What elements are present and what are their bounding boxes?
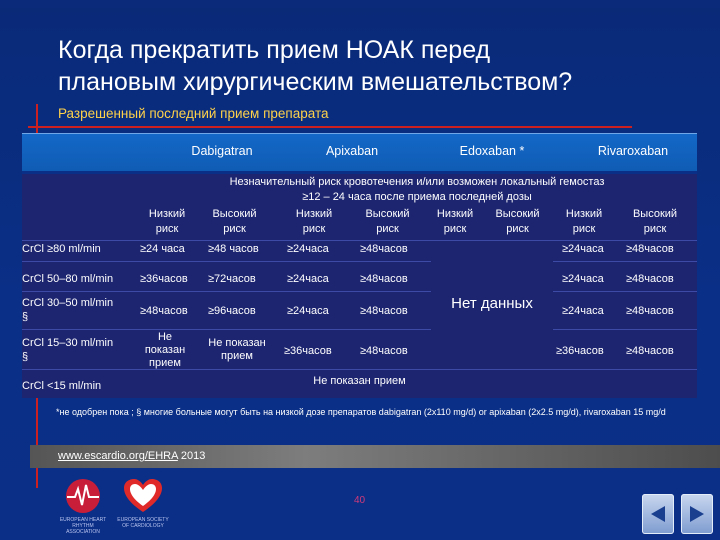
header-rivaroxaban: Rivaroxaban	[597, 144, 669, 158]
title-line-2: плановым хирургическим вмешательством?	[58, 68, 573, 96]
risk-high-rivaroxaban	[620, 207, 690, 237]
ehra-logo	[58, 476, 108, 534]
row-label-crcl-15-30	[22, 336, 113, 364]
risk-low-apixaban	[284, 207, 344, 237]
ehra-logo-text: EUROPEAN HEART RHYTHM ASSOCIATION	[59, 517, 107, 535]
risk-high-apixaban	[355, 207, 420, 237]
risk-word: Высокий	[212, 208, 257, 220]
row-label-crcl-15: CrCl <15 ml/min	[22, 380, 102, 392]
risk-word: риск	[302, 223, 326, 235]
title-line-1: Когда прекратить прием НОАК перед	[58, 36, 491, 64]
row-merged-not-indicated: Не показан прием	[313, 375, 406, 387]
row-separator	[22, 329, 697, 330]
cell-riv-low: ≥36часов	[556, 345, 604, 357]
row-separator	[22, 291, 697, 292]
risk-word: риск	[376, 223, 399, 235]
previous-slide-button[interactable]	[642, 494, 674, 534]
page-number: 40	[354, 495, 366, 506]
cell-dab-low: ≥48часов	[140, 305, 188, 317]
cell-riv-low: ≥24часа	[562, 305, 604, 317]
accent-horizontal-line	[28, 126, 632, 128]
risk-word: Высокий	[632, 208, 678, 220]
risk-word: Высокий	[495, 208, 540, 220]
triangle-left-icon	[648, 504, 668, 524]
risk-low-dabigatran	[137, 207, 197, 237]
cell-dab-low: ≥24 часа	[140, 243, 185, 255]
footnote: *не одобрен пока ; § многие больные могут быть на низкой дозе препаратов dabigatran (2x110 mg/d) or apixaban (2x2.5 mg/d), rivaroxaban 15 mg/d	[56, 407, 666, 417]
cell-dab-low: ≥36часов	[140, 273, 188, 285]
next-slide-button[interactable]	[681, 494, 713, 534]
risk-word: Низкий	[565, 208, 603, 220]
cell-api-low: ≥24часа	[287, 273, 329, 285]
risk-word: риск	[155, 223, 179, 235]
cell-dab-high: ≥72часов	[208, 273, 256, 285]
risk-high-edoxaban	[485, 207, 550, 237]
row-label-mark: §	[22, 351, 29, 363]
row-separator	[22, 369, 697, 370]
banner-line-1: Незначительный риск кровотечения и/или возможен локальный гемостаз	[229, 176, 605, 188]
risk-word: риск	[572, 223, 596, 235]
top-bar	[0, 0, 720, 8]
cell-riv-high: ≥48часов	[626, 305, 674, 317]
cell-api-high: ≥48часов	[360, 273, 408, 285]
cell-api-low: ≥36часов	[284, 345, 332, 357]
header-apixaban: Apixaban	[325, 144, 379, 158]
cell-text: показан	[144, 344, 186, 356]
esc-logo	[118, 476, 168, 534]
row-separator	[22, 261, 697, 262]
risk-word: Высокий	[365, 208, 410, 220]
cell-dab-high: ≥48 часов	[208, 243, 259, 255]
slide-subtitle: Разрешенный последний прием препарата	[58, 106, 329, 121]
risk-low-edoxaban	[425, 207, 485, 237]
edoxaban-no-data-text: Нет данных	[451, 295, 533, 312]
table-gap	[22, 171, 697, 174]
cell-text: Не показан	[208, 337, 266, 349]
banner-line-2: ≥12 – 24 часа после приема последней дозы	[302, 191, 532, 203]
risk-word: Низкий	[148, 208, 186, 220]
cell-riv-low: ≥24часа	[562, 243, 604, 255]
cell-api-low: ≥24часа	[287, 243, 329, 255]
risk-word: риск	[506, 223, 529, 235]
triangle-right-icon	[687, 504, 707, 524]
cell-dab-low	[140, 331, 190, 370]
header-edoxaban: Edoxaban *	[459, 144, 525, 158]
row-label-crcl-80: CrCl ≥80 ml/min	[22, 243, 101, 255]
risk-low-rivaroxaban	[554, 207, 614, 237]
cell-api-high: ≥48часов	[360, 345, 408, 357]
cell-text: Не	[157, 331, 173, 343]
esc-heart-icon	[118, 476, 168, 516]
cell-riv-high: ≥48часов	[626, 345, 674, 357]
bleeding-risk-banner	[207, 175, 627, 205]
row-label-mark: §	[22, 311, 29, 323]
risk-word: риск	[643, 223, 667, 235]
row-separator	[22, 240, 697, 241]
row-label-crcl-50-80: CrCl 50–80 ml/min	[22, 273, 114, 285]
risk-high-dabigatran	[202, 207, 267, 237]
source-year: 2013	[177, 450, 206, 462]
table-header-top-line	[22, 133, 697, 134]
slide-title	[58, 34, 678, 98]
source-link[interactable]: www.escardio.org/EHRA	[58, 450, 178, 462]
risk-word: риск	[443, 223, 467, 235]
source-text	[58, 450, 205, 462]
cell-riv-high: ≥48часов	[626, 273, 674, 285]
cell-dab-high	[202, 337, 272, 363]
stop-timing-table	[22, 133, 697, 398]
row-label-text: CrCl 30–50 ml/min	[22, 297, 114, 309]
cell-api-high: ≥48часов	[360, 305, 408, 317]
risk-word: Низкий	[295, 208, 333, 220]
cell-text: прием	[149, 357, 181, 369]
cell-riv-low: ≥24часа	[562, 273, 604, 285]
esc-logo-text: EUROPEAN SOCIETY OF CARDIOLOGY	[117, 517, 169, 529]
risk-word: риск	[223, 223, 246, 235]
row-label-text: CrCl 15–30 ml/min	[22, 337, 114, 349]
header-dabigatran: Dabigatran	[191, 144, 253, 158]
cell-dab-high: ≥96часов	[208, 305, 256, 317]
cell-api-high: ≥48часов	[360, 243, 408, 255]
risk-word: Низкий	[436, 208, 474, 220]
ehra-heart-icon	[58, 476, 108, 516]
row-label-crcl-30-50	[22, 296, 113, 324]
cell-api-low: ≥24часа	[287, 305, 329, 317]
cell-riv-high: ≥48часов	[626, 243, 674, 255]
cell-text: прием	[221, 350, 253, 362]
